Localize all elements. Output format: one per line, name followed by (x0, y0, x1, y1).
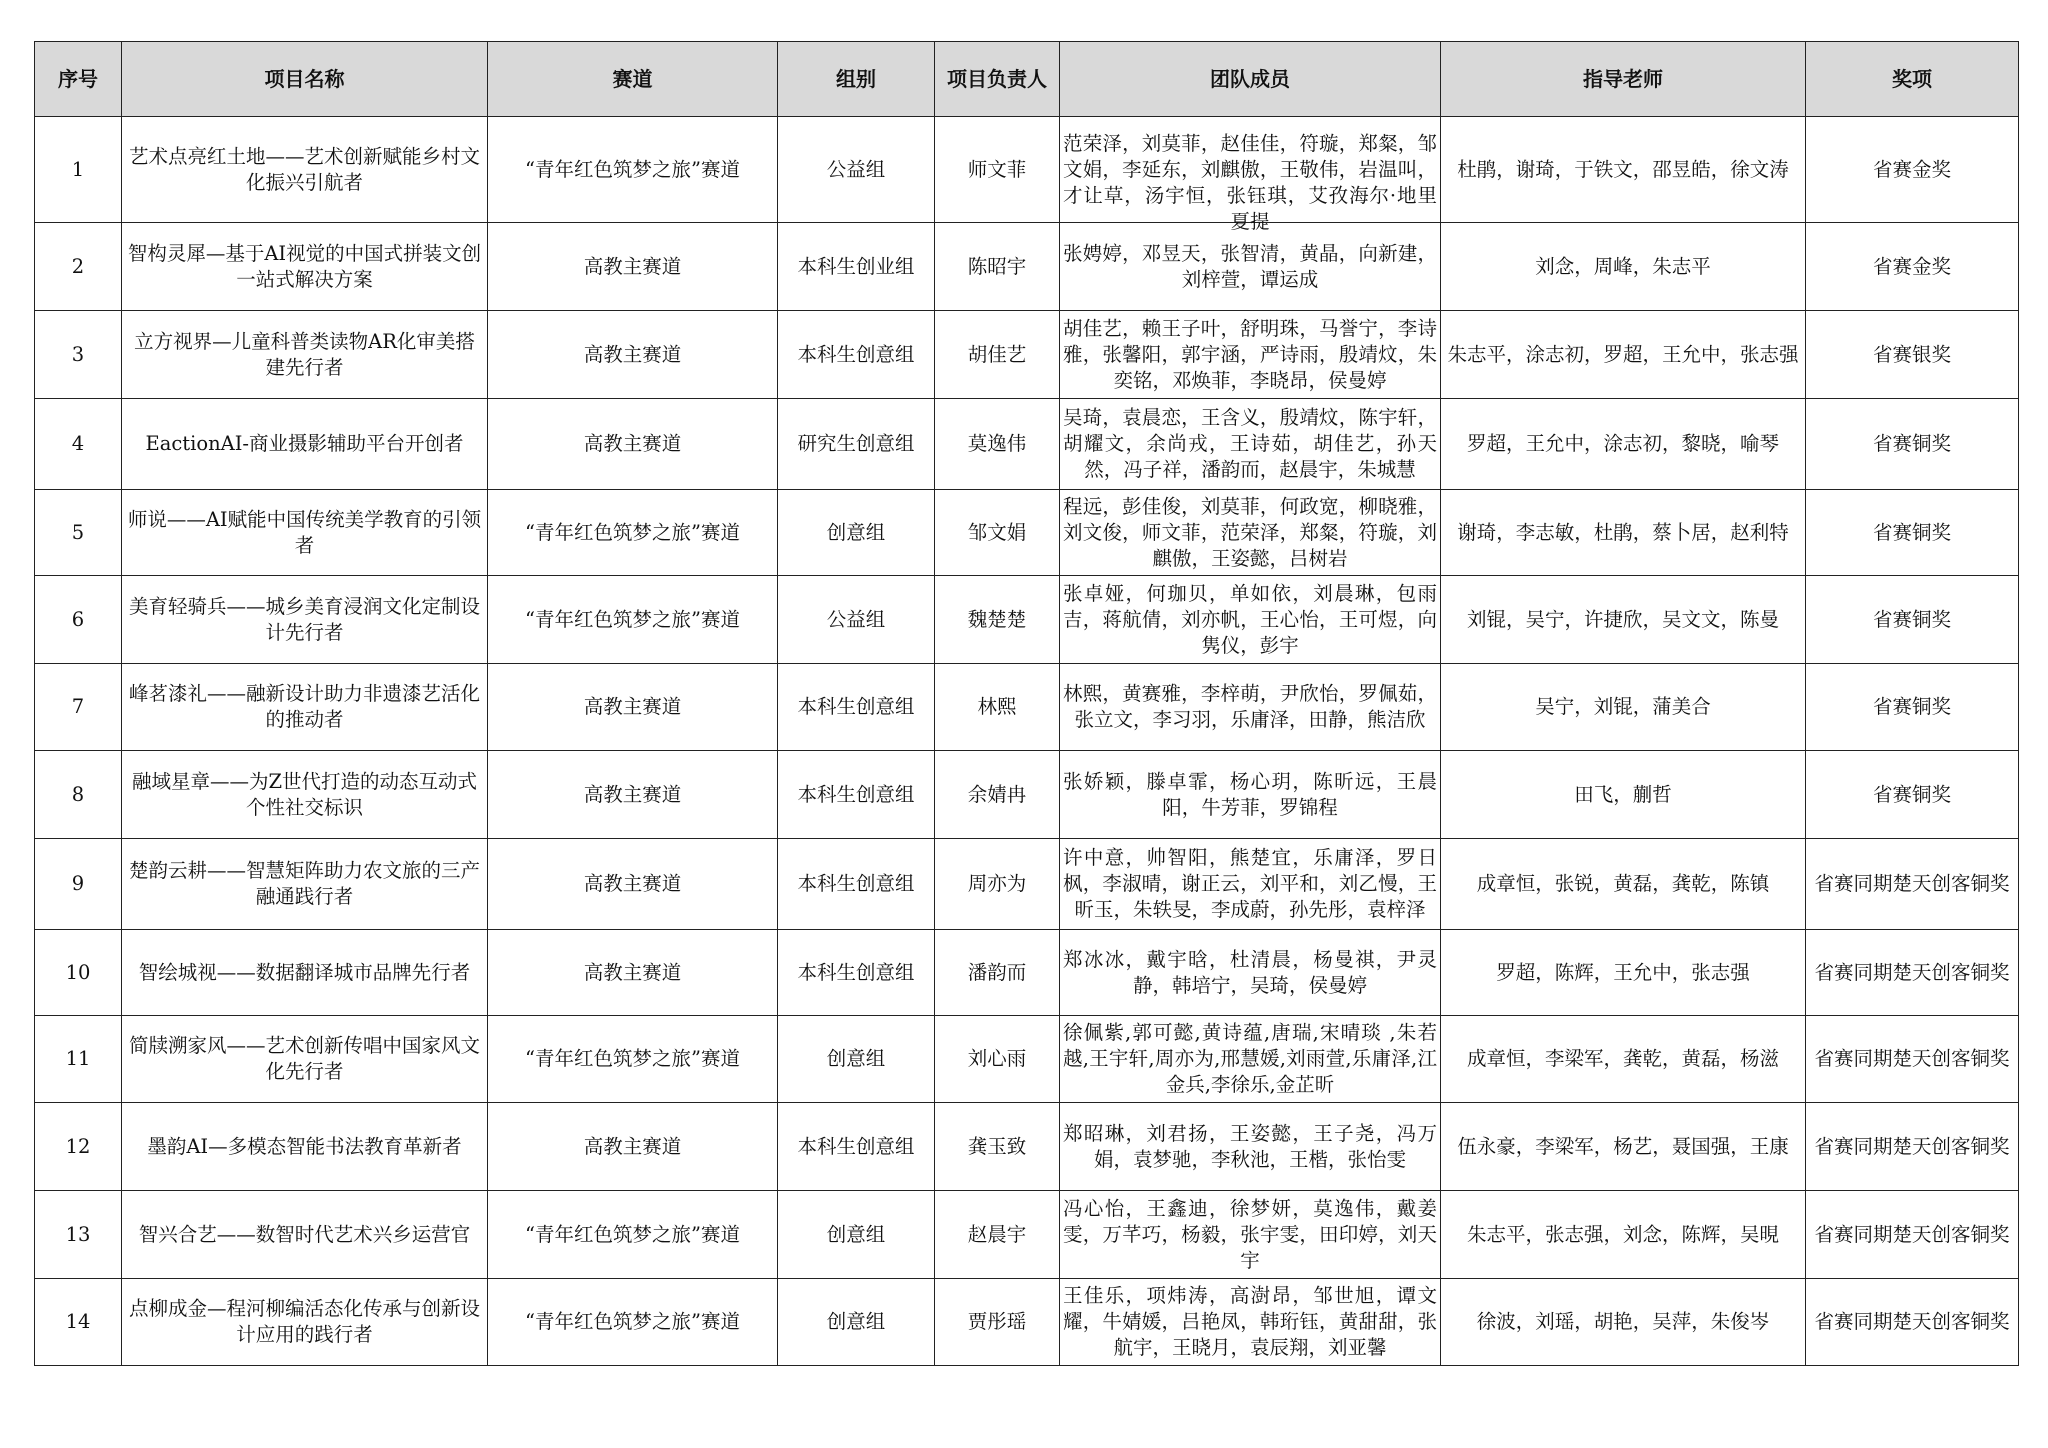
cell-members (1060, 490, 1441, 576)
advisors-text: 刘锟，吴宁，许捷欣，吴文文，陈曼 (1466, 607, 1779, 631)
cell-project-name (122, 399, 488, 490)
award-text: 省赛同期楚天创客铜奖 (1814, 872, 2010, 895)
header-award: 奖项 (1806, 42, 2019, 117)
cell-row-number (35, 576, 122, 664)
cell-award (1806, 311, 2019, 399)
advisors-text: 罗超，王允中，涂志初，黎晓，喻琴 (1466, 432, 1779, 455)
award-text: 省赛同期楚天创客铜奖 (1814, 960, 2010, 984)
members-text: 张娉婷，邓昱天，张智清，黄晶，向新建，刘梓萱，谭运成 (1063, 241, 1437, 291)
track-text: “青年红色筑梦之旅”赛道 (525, 1222, 740, 1246)
cell-project-name (122, 1191, 488, 1279)
track-text: 高教主赛道 (583, 872, 682, 895)
cell-leader (935, 1103, 1060, 1191)
cell-track (488, 664, 778, 751)
track-text: “青年红色筑梦之旅”赛道 (525, 1310, 740, 1333)
cell-track (488, 576, 778, 664)
cell-row-number (35, 1191, 122, 1279)
leader-text: 潘韵而 (967, 960, 1027, 984)
advisors-text: 杜鹃，谢琦，于铁文，邵昱皓，徐文涛 (1457, 157, 1789, 181)
track-text: “青年红色筑梦之旅”赛道 (525, 1047, 740, 1070)
advisors-text: 刘念，周峰，朱志平 (1535, 254, 1711, 278)
project-name-text: 融域星章——为Z世代打造的动态互动式个性社交标识 (131, 769, 478, 819)
project-name-text: 智兴合艺——数智时代艺术兴乡运营官 (138, 1222, 471, 1246)
cell-advisors (1441, 839, 1806, 930)
cell-advisors (1441, 117, 1806, 223)
track-text: 高教主赛道 (583, 342, 682, 366)
cell-leader (935, 490, 1060, 576)
award-text: 省赛铜奖 (1872, 695, 1951, 718)
group-text: 创意组 (826, 520, 886, 544)
header-leader: 项目负责人 (935, 42, 1060, 117)
cell-track (488, 930, 778, 1016)
advisors-text: 朱志平，张志强，刘念，陈辉，吴晛 (1466, 1222, 1779, 1246)
cell-group (778, 839, 935, 930)
cell-leader (935, 930, 1060, 1016)
project-name-text: 师说——AI赋能中国传统美学教育的引领者 (127, 507, 482, 557)
leader-text: 陈昭宇 (967, 254, 1027, 278)
cell-project-name (122, 1279, 488, 1366)
table-row (35, 490, 2019, 576)
cell-award (1806, 223, 2019, 311)
header-advisors: 指导老师 (1441, 42, 1806, 117)
cell-leader (935, 1016, 1060, 1103)
cell-advisors (1441, 490, 1806, 576)
project-name-text: 楚韵云耕——智慧矩阵助力农文旅的三产融通践行者 (128, 859, 480, 908)
cell-track (488, 311, 778, 399)
row-number-text: 2 (71, 254, 85, 278)
group-text: 本科生创意组 (797, 872, 915, 895)
advisors-text: 谢琦，李志敏，杜鹃，蔡卜居，赵利特 (1457, 520, 1789, 544)
row-number-text: 6 (71, 607, 85, 631)
cell-project-name (122, 311, 488, 399)
cell-members (1060, 1016, 1441, 1103)
table-row (35, 1279, 2019, 1366)
track-text: 高教主赛道 (583, 254, 682, 278)
cell-award (1806, 490, 2019, 576)
cell-group (778, 117, 935, 223)
cell-project-name (122, 930, 488, 1016)
leader-text: 龚玉致 (967, 1134, 1027, 1158)
row-number-text: 14 (65, 1310, 91, 1333)
award-text: 省赛金奖 (1872, 157, 1951, 181)
leader-text: 师文菲 (967, 157, 1027, 181)
cell-project-name (122, 664, 488, 751)
cell-leader (935, 1191, 1060, 1279)
project-name-text: 智绘城视——数据翻译城市品牌先行者 (138, 960, 471, 984)
members-text: 许中意，帅智阳，熊楚宜，乐庸泽，罗日枫，李淑晴，谢正云，刘平和，刘乙慢，王昕玉，朱轶旻，李成蔚，孙先彤，袁梓泽 (1063, 846, 1437, 921)
cell-award (1806, 1016, 2019, 1103)
leader-text: 刘心雨 (967, 1047, 1027, 1070)
group-text: 创意组 (826, 1310, 886, 1333)
cell-advisors (1441, 664, 1806, 751)
header-track: 赛道 (488, 42, 778, 117)
project-name-text: 立方视界—儿童科普类读物AR化审美搭建先行者 (134, 329, 475, 379)
cell-award (1806, 117, 2019, 223)
leader-text: 邹文娟 (967, 520, 1027, 544)
cell-group (778, 1191, 935, 1279)
advisors-text: 伍永豪，李梁军，杨艺，聂国强，王康 (1457, 1134, 1789, 1158)
cell-advisors (1441, 223, 1806, 311)
advisors-text: 罗超，陈辉，王允中，张志强 (1496, 960, 1750, 984)
cell-row-number (35, 311, 122, 399)
cell-award (1806, 399, 2019, 490)
header-project-name: 项目名称 (122, 42, 488, 117)
header-group: 组别 (778, 42, 935, 117)
cell-award (1806, 751, 2019, 839)
cell-leader (935, 399, 1060, 490)
cell-project-name (122, 490, 488, 576)
table-row (35, 1016, 2019, 1103)
table-row (35, 399, 2019, 490)
table-row (35, 117, 2019, 223)
cell-leader (935, 576, 1060, 664)
advisors-text: 吴宁，刘锟，蒲美合 (1535, 695, 1711, 718)
cell-track (488, 839, 778, 930)
track-text: “青年红色筑梦之旅”赛道 (525, 607, 740, 631)
row-number-text: 11 (65, 1047, 91, 1070)
cell-members (1060, 1103, 1441, 1191)
cell-members (1060, 223, 1441, 311)
cell-award (1806, 839, 2019, 930)
advisors-text: 朱志平，涂志初，罗超，王允中，张志强 (1447, 342, 1799, 366)
cell-members (1060, 839, 1441, 930)
cell-group (778, 1016, 935, 1103)
cell-group (778, 223, 935, 311)
cell-project-name (122, 751, 488, 839)
cell-track (488, 399, 778, 490)
row-number-text: 9 (71, 872, 85, 895)
cell-award (1806, 1103, 2019, 1191)
cell-members (1060, 311, 1441, 399)
leader-text: 林熙 (977, 695, 1017, 718)
award-text: 省赛铜奖 (1872, 432, 1951, 455)
advisors-text: 徐波，刘瑶，胡艳，吴萍，朱俊岑 (1476, 1310, 1770, 1333)
leader-text: 魏楚楚 (967, 607, 1027, 631)
cell-row-number (35, 930, 122, 1016)
row-number-text: 12 (65, 1134, 91, 1158)
cell-members (1060, 399, 1441, 490)
cell-project-name (122, 117, 488, 223)
leader-text: 胡佳艺 (967, 342, 1027, 366)
cell-group (778, 399, 935, 490)
leader-text: 赵晨宇 (967, 1222, 1027, 1246)
award-text: 省赛铜奖 (1872, 782, 1951, 806)
cell-row-number (35, 664, 122, 751)
members-text: 林熙，黄赛雅，李梓萌，尹欣怡，罗佩茹，张立文，李习羽，乐庸泽，田静，熊洁欣 (1063, 682, 1437, 731)
cell-row-number (35, 117, 122, 223)
cell-members (1060, 664, 1441, 751)
row-number-text: 8 (71, 782, 85, 806)
project-name-text: 美育轻骑兵——城乡美育浸润文化定制设计先行者 (128, 594, 480, 644)
award-text: 省赛同期楚天创客铜奖 (1814, 1310, 2010, 1333)
members-text: 张卓娅，何珈贝，单如依，刘晨琳，包雨吉，蒋航倩，刘亦帆，王心怡，王可煜，向隽仪，彭宇 (1063, 581, 1437, 657)
cell-project-name (122, 839, 488, 930)
table-row (35, 751, 2019, 839)
members-text: 程远，彭佳俊，刘莫菲，何政宽，柳晓雅，刘文俊，师文菲，范荣泽，郑粲，符璇，刘麒傲，王姿懿，吕树岩 (1063, 494, 1437, 570)
row-number-text: 7 (71, 695, 85, 718)
group-text: 研究生创意组 (797, 432, 915, 455)
cell-award (1806, 1279, 2019, 1366)
cell-advisors (1441, 1016, 1806, 1103)
group-text: 创意组 (826, 1047, 886, 1070)
track-text: 高教主赛道 (583, 695, 682, 718)
cell-members (1060, 117, 1441, 233)
cell-leader (935, 1279, 1060, 1366)
cell-track (488, 1191, 778, 1279)
leader-text: 贾彤瑶 (967, 1310, 1027, 1333)
advisors-text: 成章恒，张锐，黄磊，龚乾，陈镇 (1476, 872, 1770, 895)
members-text: 郑冰冰，戴宇晗，杜清晨，杨曼祺，尹灵静，韩培宁，吴琦，侯曼婷 (1063, 947, 1437, 997)
cell-row-number (35, 490, 122, 576)
row-number-text: 10 (65, 960, 91, 984)
cell-group (778, 930, 935, 1016)
cell-leader (935, 664, 1060, 751)
cell-members (1060, 1279, 1441, 1366)
cell-members (1060, 751, 1441, 839)
header-members: 团队成员 (1060, 42, 1441, 117)
row-number-text: 3 (71, 342, 85, 366)
project-name-text: 点柳成金—程河柳编活态化传承与创新设计应用的践行者 (128, 1297, 480, 1346)
leader-text: 莫逸伟 (967, 432, 1027, 455)
row-number-text: 4 (71, 432, 85, 455)
award-text: 省赛银奖 (1872, 342, 1951, 366)
cell-members (1060, 930, 1441, 1016)
cell-leader (935, 311, 1060, 399)
cell-advisors (1441, 576, 1806, 664)
members-text: 郑昭琳，刘君扬，王姿懿，王子尧，冯万娟，袁梦驰，李秋池，王楷，张怡雯 (1063, 1121, 1437, 1171)
cell-advisors (1441, 930, 1806, 1016)
cell-track (488, 1103, 778, 1191)
track-text: 高教主赛道 (583, 960, 682, 984)
award-text: 省赛同期楚天创客铜奖 (1814, 1047, 2010, 1070)
cell-row-number (35, 1279, 122, 1366)
cell-track (488, 117, 778, 223)
cell-project-name (122, 223, 488, 311)
group-text: 本科生创意组 (797, 342, 915, 366)
members-text: 范荣泽，刘莫菲，赵佳佳，符璇，郑粲，邹文娟，李延东，刘麒傲，王敬伟，岩温叫，才让草，汤宇恒，张钰琪，艾孜海尔·地里夏提 (1063, 131, 1437, 233)
track-text: 高教主赛道 (583, 782, 682, 806)
cell-advisors (1441, 1103, 1806, 1191)
cell-project-name (122, 1103, 488, 1191)
table-row (35, 311, 2019, 399)
project-name-text: EactionAI-商业摄影辅助平台开创者 (145, 432, 464, 455)
cell-group (778, 664, 935, 751)
track-text: “青年红色筑梦之旅”赛道 (525, 520, 740, 544)
project-name-text: 艺术点亮红土地——艺术创新赋能乡村文化振兴引航者 (128, 144, 480, 194)
project-name-text: 简牍溯家风——艺术创新传唱中国家风文化先行者 (128, 1034, 480, 1083)
cell-advisors (1441, 311, 1806, 399)
cell-row-number (35, 1016, 122, 1103)
cell-members (1060, 1191, 1441, 1279)
cell-track (488, 751, 778, 839)
table-row (35, 1103, 2019, 1191)
row-number-text: 1 (71, 157, 85, 181)
group-text: 本科生创意组 (797, 1134, 915, 1158)
group-text: 本科生创意组 (797, 695, 915, 718)
group-text: 本科生创意组 (797, 782, 915, 806)
cell-award (1806, 664, 2019, 751)
award-text: 省赛铜奖 (1872, 520, 1951, 544)
table-row (35, 1191, 2019, 1279)
cell-track (488, 1016, 778, 1103)
project-name-text: 墨韵AI—多模态智能书法教育革新者 (147, 1134, 462, 1158)
cell-advisors (1441, 1279, 1806, 1366)
cell-leader (935, 223, 1060, 311)
leader-text: 周亦为 (967, 872, 1027, 895)
members-text: 张娇颖，滕卓霏，杨心玥，陈昕远，王晨阳，牛芳菲，罗锦程 (1063, 769, 1437, 819)
members-text: 吴琦，袁晨恋，王含义，殷靖炆，陈宇轩，胡耀文，余尚戎，王诗茹，胡佳艺，孙天然，冯子祥，潘韵而，赵晨宇，朱城慧 (1063, 406, 1437, 481)
table-row (35, 839, 2019, 930)
cell-row-number (35, 223, 122, 311)
cell-track (488, 1279, 778, 1366)
advisors-text: 成章恒，李梁军，龚乾，黄磊，杨滋 (1466, 1047, 1779, 1070)
row-number-text: 5 (71, 520, 85, 544)
cell-group (778, 1103, 935, 1191)
cell-row-number (35, 1103, 122, 1191)
table-row (35, 664, 2019, 751)
members-text: 徐佩紫,郭可懿,黄诗蕴,唐瑞,宋晴琰 ,朱若越,王宇轩,周亦为,邢慧媛,刘雨萱,乐庸泽,江金兵,李徐乐,金芷昕 (1063, 1021, 1437, 1096)
award-text: 省赛金奖 (1872, 254, 1951, 278)
project-name-text: 峰茗漆礼——融新设计助力非遗漆艺活化的推动者 (128, 682, 480, 731)
group-text: 公益组 (826, 157, 886, 181)
cell-award (1806, 576, 2019, 664)
award-text: 省赛同期楚天创客铜奖 (1814, 1222, 2010, 1246)
award-table (34, 41, 2019, 1366)
cell-group (778, 576, 935, 664)
cell-row-number (35, 839, 122, 930)
group-text: 创意组 (826, 1222, 886, 1246)
cell-track (488, 223, 778, 311)
header-no: 序号 (35, 42, 122, 117)
cell-project-name (122, 576, 488, 664)
cell-group (778, 1279, 935, 1366)
members-text: 冯心怡，王鑫迪，徐梦妍，莫逸伟，戴姜雯，万芊巧，杨毅，张宇雯，田印婷，刘天宇 (1063, 1196, 1437, 1272)
table-row (35, 930, 2019, 1016)
cell-track (488, 490, 778, 576)
table-row (35, 223, 2019, 311)
group-text: 本科生创意组 (797, 960, 915, 984)
members-text: 胡佳艺，赖王子叶，舒明珠，马誉宁，李诗雅，张馨阳，郭宇涵，严诗雨，殷靖炆，朱奕铭，邓焕菲，李晓昂，侯曼婷 (1063, 316, 1437, 392)
cell-group (778, 490, 935, 576)
cell-award (1806, 1191, 2019, 1279)
cell-project-name (122, 1016, 488, 1103)
cell-leader (935, 839, 1060, 930)
award-text: 省赛铜奖 (1872, 607, 1951, 631)
cell-members (1060, 576, 1441, 664)
track-text: 高教主赛道 (583, 432, 682, 455)
cell-advisors (1441, 399, 1806, 490)
cell-group (778, 751, 935, 839)
table-body (35, 117, 2019, 1366)
cell-advisors (1441, 1191, 1806, 1279)
award-text: 省赛同期楚天创客铜奖 (1814, 1134, 2010, 1158)
header-row (35, 42, 2019, 117)
cell-advisors (1441, 751, 1806, 839)
row-number-text: 13 (65, 1222, 91, 1246)
cell-row-number (35, 751, 122, 839)
group-text: 本科生创业组 (797, 254, 915, 278)
advisors-text: 田飞，蒯哲 (1574, 782, 1672, 806)
group-text: 公益组 (826, 607, 886, 631)
cell-leader (935, 751, 1060, 839)
members-text: 王佳乐，项炜涛，高澍昂，邹世旭，谭文耀，牛婧媛，吕艳凤，韩珩钰，黄甜甜，张航宇，王晓月，袁辰翔，刘亚馨 (1063, 1284, 1437, 1359)
leader-text: 余婧冉 (967, 782, 1027, 806)
track-text: 高教主赛道 (583, 1134, 682, 1158)
cell-row-number (35, 399, 122, 490)
cell-award (1806, 930, 2019, 1016)
cell-group (778, 311, 935, 399)
table-row (35, 576, 2019, 664)
cell-leader (935, 117, 1060, 223)
project-name-text: 智构灵犀—基于AI视觉的中国式拼装文创一站式解决方案 (127, 241, 482, 291)
track-text: “青年红色筑梦之旅”赛道 (525, 157, 740, 181)
